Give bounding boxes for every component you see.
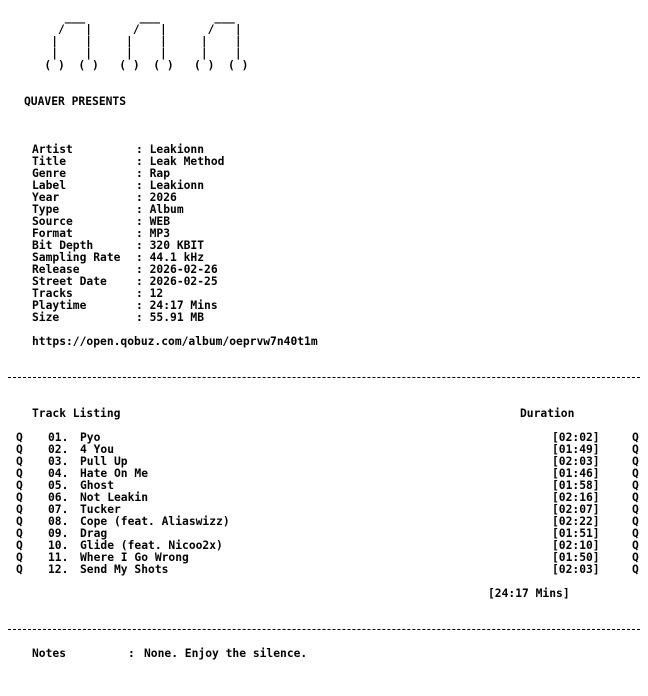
track-marker-right: Q — [632, 515, 639, 528]
track-number: 07. — [48, 503, 69, 516]
track-title: Glide (feat. Nicoo2x) — [80, 539, 223, 552]
metadata-label: Tracks — [32, 287, 73, 300]
track-marker-left: Q — [16, 527, 23, 540]
track-marker-left: Q — [16, 431, 23, 444]
track-title: Pull Up — [80, 455, 128, 468]
logo-ascii-art: ___ ___ ___ / | / | / | | | | | | | | | | | | | ( ) ( ) ( ) ( ) ( ) ( ) — [44, 11, 249, 72]
metadata-separator: : — [136, 263, 150, 276]
track-number: 03. — [48, 455, 69, 468]
track-duration: [02:03] — [552, 563, 600, 576]
track-title: Cope (feat. Aliaswizz) — [80, 515, 230, 528]
track-marker-right: Q — [632, 467, 639, 480]
track-number: 12. — [48, 563, 69, 576]
track-duration: [02:03] — [552, 455, 600, 468]
track-marker-left: Q — [16, 479, 23, 492]
track-marker-left: Q — [16, 491, 23, 504]
metadata-label: Year — [32, 191, 60, 204]
track-title: Where I Go Wrong — [80, 551, 189, 564]
metadata-value: Rap — [149, 167, 171, 180]
metadata-separator: : — [136, 179, 150, 192]
metadata-value: 2026-02-25 — [149, 275, 218, 288]
metadata-row — [32, 192, 224, 204]
track-marker-right: Q — [632, 551, 639, 564]
track-title: Drag — [80, 527, 108, 540]
track-number: 09. — [48, 527, 69, 540]
track-duration: [01:50] — [552, 551, 600, 564]
track-title: Tucker — [80, 503, 121, 516]
metadata-label: Bit Depth — [32, 239, 94, 252]
album-url[interactable]: https://open.qobuz.com/album/oeprvw7n40t1m — [32, 335, 318, 348]
metadata-separator: : — [136, 275, 150, 288]
metadata-row — [32, 312, 224, 324]
track-list — [0, 432, 648, 576]
track-number: 08. — [48, 515, 69, 528]
track-number: 01. — [48, 431, 69, 444]
track-number: 10. — [48, 539, 69, 552]
metadata-value: Leak Method — [149, 155, 225, 168]
track-number: 02. — [48, 443, 69, 456]
track-marker-right: Q — [632, 455, 639, 468]
notes-separator: : — [128, 647, 135, 660]
track-marker-left: Q — [16, 551, 23, 564]
track-title: Not Leakin — [80, 491, 149, 504]
track-duration: [01:49] — [552, 443, 600, 456]
track-title: Hate On Me — [80, 467, 149, 480]
metadata-separator: : — [136, 299, 150, 312]
track-title: Send My Shots — [80, 563, 169, 576]
presents-heading: QUAVER PRESENTS — [24, 95, 127, 108]
metadata-value: MP3 — [149, 227, 171, 240]
metadata-label: Sampling Rate — [32, 251, 121, 264]
notes-label: Notes — [32, 647, 67, 660]
metadata-label: Title — [32, 155, 67, 168]
metadata-value: 2026 — [149, 191, 177, 204]
metadata-value: 24:17 Mins — [149, 299, 218, 312]
track-marker-left: Q — [16, 455, 23, 468]
metadata-value: WEB — [149, 215, 171, 228]
metadata-value: 55.91 MB — [149, 311, 205, 324]
metadata-separator: : — [136, 143, 150, 156]
track-marker-left: Q — [16, 563, 23, 576]
metadata-value: Leakionn — [149, 179, 205, 192]
metadata-value: 12 — [149, 287, 164, 300]
track-marker-left: Q — [16, 443, 23, 456]
track-marker-right: Q — [632, 431, 639, 444]
track-number: 11. — [48, 551, 69, 564]
metadata-label: Genre — [32, 167, 67, 180]
metadata-label: Source — [32, 215, 73, 228]
metadata-value: 44.1 kHz — [149, 251, 205, 264]
metadata-value: 2026-02-26 — [149, 263, 218, 276]
track-listing-header: Track Listing — [32, 407, 121, 420]
track-marker-left: Q — [16, 515, 23, 528]
track-marker-right: Q — [632, 491, 639, 504]
track-duration: [01:51] — [552, 527, 600, 540]
track-title: Pyo — [80, 431, 101, 444]
metadata-value: 320 KBIT — [149, 239, 205, 252]
metadata-label: Label — [32, 179, 67, 192]
metadata-value: Leakionn — [149, 143, 205, 156]
metadata-separator: : — [136, 155, 150, 168]
track-marker-right: Q — [632, 527, 639, 540]
track-marker-left: Q — [16, 539, 23, 552]
track-title: Ghost — [80, 479, 115, 492]
track-duration: [02:16] — [552, 491, 600, 504]
track-duration: [01:46] — [552, 467, 600, 480]
metadata-label: Type — [32, 203, 60, 216]
metadata-value: Album — [149, 203, 184, 216]
track-duration: [02:02] — [552, 431, 600, 444]
track-marker-left: Q — [16, 467, 23, 480]
track-duration: [02:07] — [552, 503, 600, 516]
track-marker-right: Q — [632, 443, 639, 456]
track-marker-right: Q — [632, 563, 639, 576]
duration-header: Duration — [520, 407, 575, 420]
metadata-separator: : — [136, 251, 150, 264]
metadata-label: Playtime — [32, 299, 87, 312]
track-number: 06. — [48, 491, 69, 504]
track-row — [0, 564, 648, 576]
divider-bottom — [8, 629, 640, 630]
metadata-separator: : — [136, 203, 150, 216]
metadata-separator: : — [136, 191, 150, 204]
track-title: 4 You — [80, 443, 115, 456]
track-duration: [02:22] — [552, 515, 600, 528]
track-marker-left: Q — [16, 503, 23, 516]
track-number: 05. — [48, 479, 69, 492]
metadata-label: Artist — [32, 143, 73, 156]
notes-value: None. Enjoy the silence. — [144, 647, 308, 660]
track-duration: [02:10] — [552, 539, 600, 552]
metadata-separator: : — [136, 167, 150, 180]
metadata-row — [32, 180, 224, 192]
metadata-label: Release — [32, 263, 80, 276]
metadata-label: Size — [32, 311, 60, 324]
metadata-block — [32, 144, 224, 324]
track-duration: [01:58] — [552, 479, 600, 492]
metadata-separator: : — [136, 227, 150, 240]
track-marker-right: Q — [632, 479, 639, 492]
metadata-separator: : — [136, 215, 150, 228]
track-number: 04. — [48, 467, 69, 480]
metadata-separator: : — [136, 311, 150, 324]
metadata-label: Street Date — [32, 275, 107, 288]
divider-top — [8, 377, 640, 378]
metadata-label: Format — [32, 227, 73, 240]
metadata-separator: : — [136, 287, 150, 300]
track-marker-right: Q — [632, 539, 639, 552]
total-duration: [24:17 Mins] — [488, 587, 570, 600]
metadata-separator: : — [136, 239, 150, 252]
track-marker-right: Q — [632, 503, 639, 516]
